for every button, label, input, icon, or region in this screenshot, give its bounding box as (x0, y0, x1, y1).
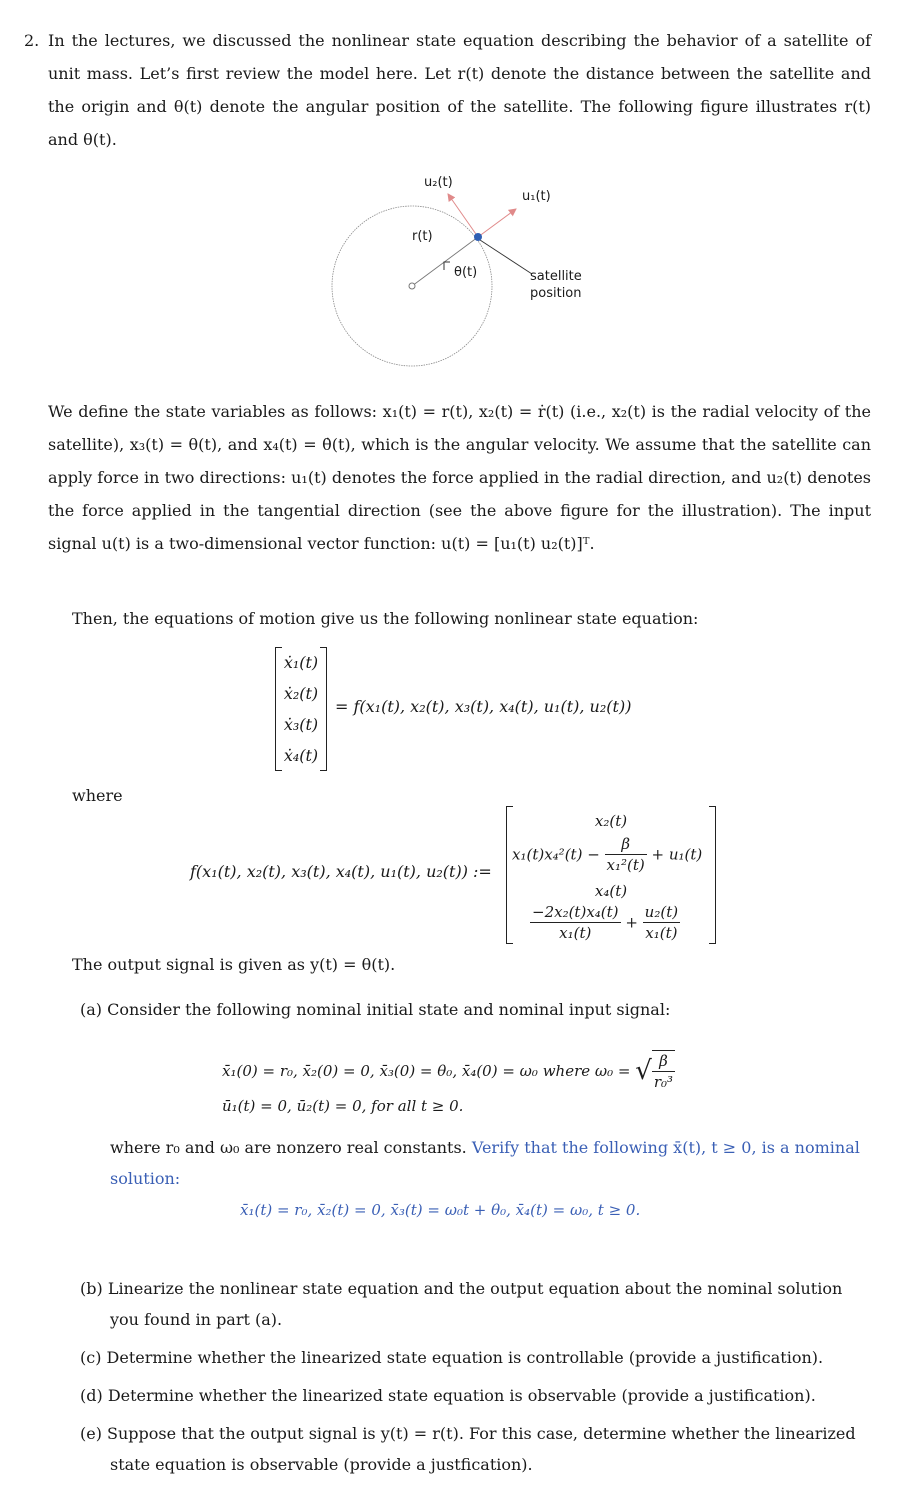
f-row-2-fraction: $\frac{\beta}{\text{x₁²(t)}}$ (606, 835, 645, 874)
output-equation: The output signal is given as y(t) = θ(t). (72, 955, 396, 974)
f-row-3: x₄(t) (594, 882, 628, 900)
intro-paragraph: In the lectures, we discussed the nonlinear state equation describing the behavior of a satellite of unit mass. Let’s first review the model here. Let r(t) denote the distance between the satellite and the origin and θ(t) denote the angular position of the satellite. The following figure illustrates r(t) and θ(t). (48, 31, 871, 149)
part-a-verify: Verify that the following x̄(t), t ≥ 0, is a nominal solution: (110, 1138, 860, 1188)
part-b: (b) Linearize the nonlinear state equation and the output equation about the nominal solution you found in part (a). (80, 1279, 843, 1329)
u1-arrow (478, 209, 516, 237)
part-a-nominal-input: ū₁(t) = 0, ū₂(t) = 0, for all t ≥ 0. (222, 1097, 464, 1115)
part-c: (c) Determine whether the linearized state equation is controllable (provide a justification). (80, 1348, 824, 1367)
origin-point (409, 283, 415, 289)
f-row-1: x₂(t) (594, 812, 628, 830)
where-label: where (72, 786, 123, 805)
label-position: position (530, 286, 582, 301)
motion-intro: Then, the equations of motion give us the following nonlinear state equation: (72, 609, 699, 628)
f-row-2-input: + u₁(t) (651, 845, 703, 864)
label-u2: u₂(t) (424, 175, 453, 190)
part-e: (e) Suppose that the output signal is y(t) = r(t). For this case, determine whether the linearized state equation is observable (provide a justfication). (80, 1424, 856, 1474)
label-u1: u₁(t) (522, 189, 551, 204)
part-d: (d) Determine whether the linearized state equation is observable (provide a justification). (80, 1386, 816, 1405)
f-row-4-fraction-1: $\frac{\text{−2x₂(t)x₄(t)}}{\text{x₁(t)}}$ (532, 903, 619, 942)
part-a-intro: (a) Consider the following nominal initial state and nominal input signal: (80, 1000, 671, 1019)
vector-entry: ẋ₃(t) (283, 715, 319, 734)
vector-entry: ẋ₄(t) (283, 746, 319, 765)
label-satellite: satellite (530, 269, 582, 284)
state-derivative-vector (275, 647, 327, 771)
vector-entry: ẋ₂(t) (283, 684, 319, 703)
part-a-nominal-solution: x̄₁(t) = r₀, x̄₂(t) = 0, x̄₃(t) = ω₀t + θ₀, x̄₄(t) = ω₀, t ≥ 0. (240, 1201, 641, 1219)
f-row-2-term: x₁(t)x₄²(t) − (512, 845, 600, 864)
theta-arc-icon (444, 262, 450, 270)
f-definition-lhs: f(x₁(t), x₂(t), x₃(t), x₄(t), u₁(t), u₂(t)) := (190, 862, 492, 881)
satellite-pointer-line (480, 240, 532, 274)
part-a-statement: where r₀ and ω₀ are nonzero real constants. Verify that the following x̄(t), t ≥ 0, is a nominal solution: (110, 1138, 860, 1188)
label-theta: θ(t) (454, 265, 478, 280)
f-row-4-fraction-2: $\frac{\text{u₂(t)}}{\text{x₁(t)}}$ (644, 903, 679, 942)
part-a-sqrt-fraction: $\frac{\beta}{\text{r₀³}}$ (653, 1052, 674, 1091)
f-row-4: $\frac{\text{−2x₂(t)x₄(t)}}{\text{x₁(t)}}$ + $\frac{\text{u₂(t)}}{\text{x₁(t)}}$ (532, 903, 679, 942)
f-vector (506, 806, 716, 944)
problem-number: 2. (24, 31, 40, 50)
state-definition-paragraph: We define the state variables as follows: x₁(t) = r(t), x₂(t) = ṙ(t) (i.e., x₂(t) is the radial velocity of the satellite), x₃(t) = θ(t), and x₄(t) = θ̇(t), which is the angular velocity. We assume that the satellite can apply force in two directions: u₁(t) denotes the force applied in the radial direction, and u₂(t) denotes the force applied in the tangential direction (see the above figure for the illustration). The input signal u(t) is a two-dimensional vector function: u(t) = [u₁(t) u₂(t)]ᵀ. (48, 402, 871, 553)
label-r: r(t) (412, 229, 433, 244)
f-row-2 (512, 834, 702, 875)
vector-entry: ẋ₁(t) (283, 653, 319, 672)
part-a-nominal-state: x̄₁(0) = r₀, x̄₂(0) = 0, x̄₃(0) = θ₀, x̄₄(0) = ω₀ where ω₀ = √ $\frac{\beta}{\text{r₀³}}$ (222, 1052, 674, 1091)
satellite-point (474, 233, 482, 241)
u2-arrow (448, 194, 478, 237)
state-equation-rhs: = f(x₁(t), x₂(t), x₃(t), x₄(t), u₁(t), u₂(t)) (335, 697, 632, 716)
